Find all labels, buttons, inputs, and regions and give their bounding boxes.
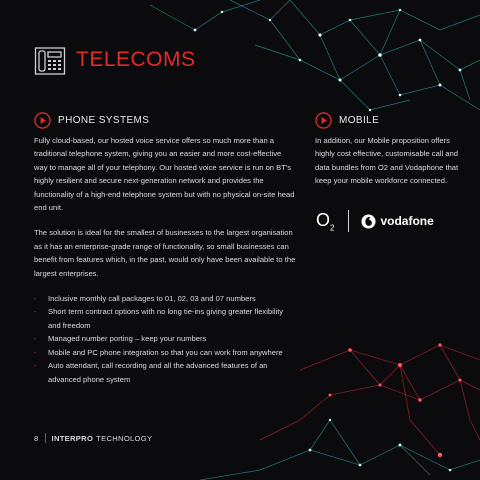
list-item: - Mobile and PC phone integration so that you can work from anywhere bbox=[34, 346, 296, 359]
partner-logos bbox=[316, 210, 434, 233]
phone-systems-heading bbox=[34, 112, 149, 129]
phone-systems-paragraph: The solution is ideal for the smallest of businesses to the largest organisation as it has an enterprise-grade range of functionality, so small businesses can benefit from features which, in the past, would only have been available to the largest enterprises. bbox=[34, 228, 296, 278]
vodafone-logo: vodafone bbox=[380, 214, 434, 229]
footer-divider bbox=[45, 433, 46, 443]
list-item: - Short term contract options with no long tie-ins giving greater flexibility and freedom bbox=[34, 305, 296, 332]
mobile-heading bbox=[315, 112, 379, 129]
mobile-label: MOBILE bbox=[339, 115, 380, 126]
feature-list bbox=[34, 292, 296, 386]
desk-phone-icon bbox=[34, 44, 66, 76]
phone-systems-paragraph: Fully cloud-based, our hosted voice service offers so much more than a traditional telephone system, giving you an easier and more cost-effective way to manage all of your telephony. Our hosted voice service is run on BT's highly resilient and secure next-generation network and provides the functionality of a high-end telephone system but with no physical on-site head end unit. bbox=[34, 136, 295, 213]
footer-brand-suffix: TECHNOLOGY bbox=[96, 433, 153, 443]
list-item: - Managed number porting – keep your numbers bbox=[34, 332, 296, 345]
o2-logo: $O_2$ bbox=[316, 210, 335, 233]
page-header bbox=[34, 44, 196, 76]
page-footer bbox=[34, 433, 152, 443]
mobile-body bbox=[315, 134, 460, 188]
phone-systems-label: PHONE SYSTEMS bbox=[58, 115, 150, 126]
list-item: - Inclusive monthly call packages to 01, 02, 03 and 07 numbers bbox=[34, 292, 296, 305]
play-circle-icon bbox=[34, 112, 51, 129]
logo-divider bbox=[348, 210, 349, 232]
footer-brand: INTERPRO bbox=[51, 433, 94, 443]
page-number: 8 bbox=[34, 433, 39, 443]
mobile-paragraph: In addition, our Mobile proposition offers highly cost effective, customisable call and data bundles from O2 and Vodaphone that keep your mobile workforce connected. bbox=[315, 136, 459, 186]
list-item: - Auto attendant, call recording and all the advanced features of an advanced phone system bbox=[34, 359, 296, 386]
phone-systems-body bbox=[34, 134, 296, 386]
vodafone-logo-icon bbox=[361, 214, 376, 229]
page-title: TELECOMS bbox=[76, 48, 196, 71]
play-circle-icon bbox=[315, 112, 332, 129]
